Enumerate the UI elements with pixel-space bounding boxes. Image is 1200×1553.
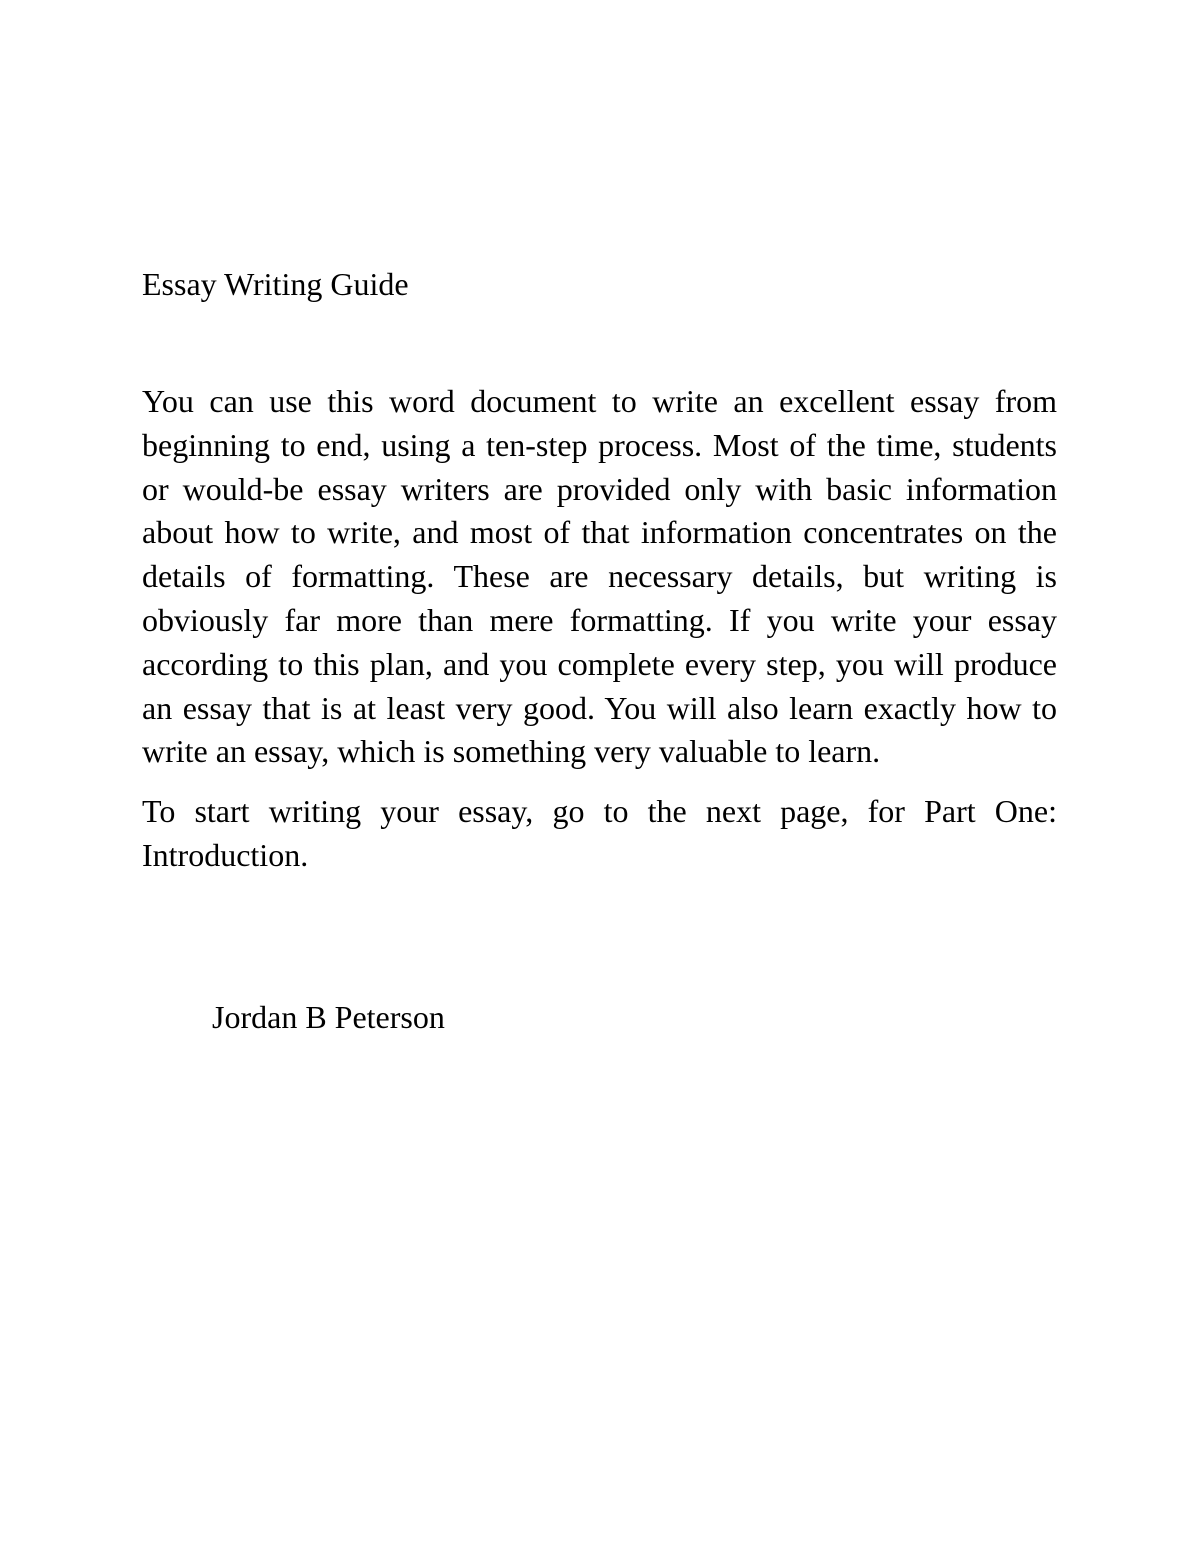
author-signature: Jordan B Peterson: [212, 999, 445, 1035]
next-page-paragraph: To start writing your essay, go to the next page, for Part One: Introduction.: [142, 793, 1057, 873]
document-title: Essay Writing Guide: [142, 266, 409, 302]
document-body: [142, 380, 1057, 878]
intro-paragraph: You can use this word document to write an excellent essay from beginning to end, using a ten-step process. Most of the time, students or would-be essay writers are provided only with basic information about how to write, and most of that information concentrates on the details of formatting. These are necessary details, but writing is obviously far more than mere formatting. If you write your essay according to this plan, and you complete every step, you will produce an essay that is at least very good. You will also learn exactly how to write an essay, which is something very valuable to learn.: [142, 383, 1057, 770]
